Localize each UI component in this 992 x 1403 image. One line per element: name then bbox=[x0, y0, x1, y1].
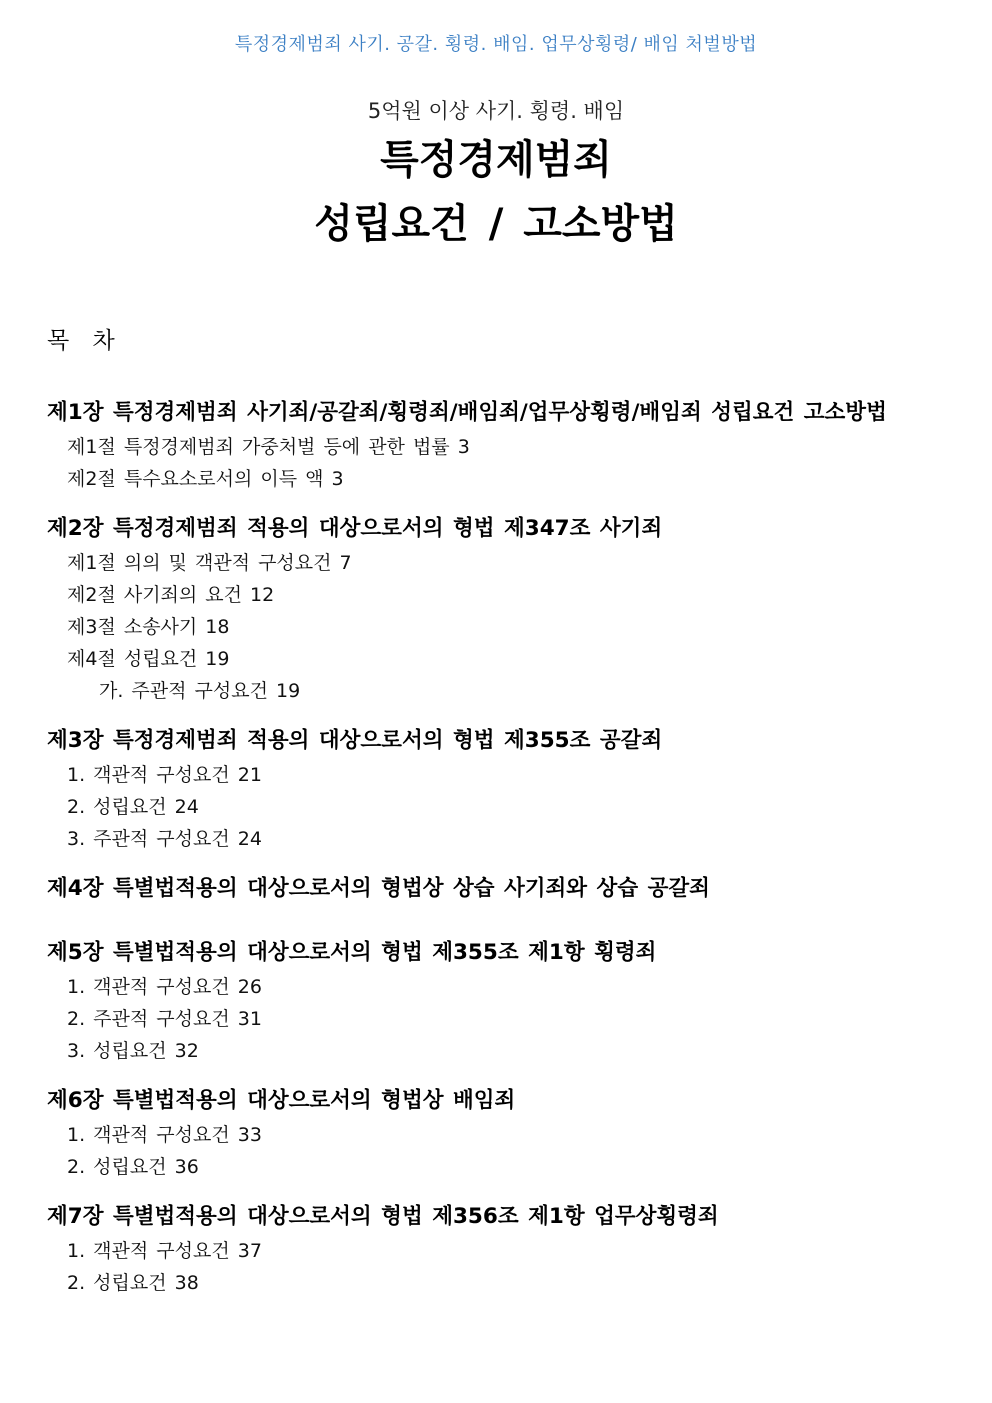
toc-chapter bbox=[47, 935, 967, 1067]
toc-section-item[interactable]: 3. 성립요건 32 bbox=[67, 1040, 199, 1062]
toc-section-item[interactable]: 1. 객관적 구성요건 26 bbox=[67, 976, 262, 998]
toc-chapter bbox=[47, 1083, 967, 1183]
toc-chapter-title[interactable]: 제4장 특별법적용의 대상으로서의 형법상 상습 사기죄와 상습 공갈죄 bbox=[47, 876, 710, 901]
toc-subsection-item[interactable]: 가. 주관적 구성요건 19 bbox=[99, 680, 301, 702]
toc-section-item[interactable]: 2. 성립요건 36 bbox=[67, 1156, 199, 1178]
toc-section-item[interactable]: 제2절 특수요소로서의 이득 액 3 bbox=[67, 468, 344, 490]
toc-section-item[interactable]: 1. 객관적 구성요건 37 bbox=[67, 1240, 262, 1262]
toc-chapter-title[interactable]: 제1장 특정경제범죄 사기죄/공갈죄/횡령죄/배임죄/업무상횡령/배임죄 성립요건 고소방법 bbox=[47, 400, 887, 425]
document-title-line1: 특정경제범죄 bbox=[380, 137, 612, 183]
toc-section-item[interactable]: 제3절 소송사기 18 bbox=[67, 616, 230, 638]
toc-chapter-title[interactable]: 제2장 특정경제범죄 적용의 대상으로서의 형법 제347조 사기죄 bbox=[47, 516, 663, 541]
toc-section-item[interactable]: 2. 성립요건 38 bbox=[67, 1272, 199, 1294]
document-header-line: 특정경제범죄 사기. 공갈. 횡령. 배임. 업무상횡령/ 배임 처벌방법 bbox=[234, 34, 758, 55]
toc-chapter-items bbox=[47, 759, 967, 855]
toc-chapter-items bbox=[47, 1119, 967, 1183]
toc-section-item[interactable]: 제4절 성립요건 19 bbox=[67, 648, 230, 670]
toc-section-item[interactable]: 2. 주관적 구성요건 31 bbox=[67, 1008, 262, 1030]
toc-chapter-items bbox=[47, 1235, 967, 1299]
toc-chapter bbox=[47, 723, 967, 855]
toc-section-item[interactable]: 제2절 사기죄의 요건 12 bbox=[67, 584, 275, 606]
table-of-contents bbox=[47, 395, 967, 1315]
toc-chapter bbox=[47, 1199, 967, 1299]
toc-section-item[interactable]: 제1절 특정경제범죄 가중처벌 등에 관한 법률 3 bbox=[67, 436, 470, 458]
toc-chapter bbox=[47, 395, 967, 495]
toc-chapter-title[interactable]: 제6장 특별법적용의 대상으로서의 형법상 배임죄 bbox=[47, 1088, 516, 1113]
toc-chapter-title[interactable]: 제7장 특별법적용의 대상으로서의 형법 제356조 제1항 업무상횡령죄 bbox=[47, 1204, 719, 1229]
toc-chapter-items bbox=[47, 971, 967, 1067]
toc-section-item[interactable]: 1. 객관적 구성요건 33 bbox=[67, 1124, 262, 1146]
document-subtitle: 5억원 이상 사기. 횡령. 배임 bbox=[367, 99, 625, 123]
toc-chapter-title[interactable]: 제5장 특별법적용의 대상으로서의 형법 제355조 제1항 횡령죄 bbox=[47, 940, 657, 965]
toc-chapter bbox=[47, 871, 967, 907]
toc-section-item[interactable]: 2. 성립요건 24 bbox=[67, 796, 199, 818]
toc-chapter-items bbox=[47, 547, 967, 707]
toc-chapter-title[interactable]: 제3장 특정경제범죄 적용의 대상으로서의 형법 제355조 공갈죄 bbox=[47, 728, 663, 753]
toc-chapter bbox=[47, 511, 967, 707]
toc-section-item[interactable]: 1. 객관적 구성요건 21 bbox=[67, 764, 262, 786]
toc-chapter-items bbox=[47, 431, 967, 495]
document-title-line2: 성립요건 / 고소방법 bbox=[314, 201, 678, 247]
toc-label: 목 차 bbox=[47, 328, 123, 354]
toc-section-item[interactable]: 3. 주관적 구성요건 24 bbox=[67, 828, 262, 850]
toc-section-item[interactable]: 제1절 의의 및 객관적 구성요건 7 bbox=[67, 552, 352, 574]
